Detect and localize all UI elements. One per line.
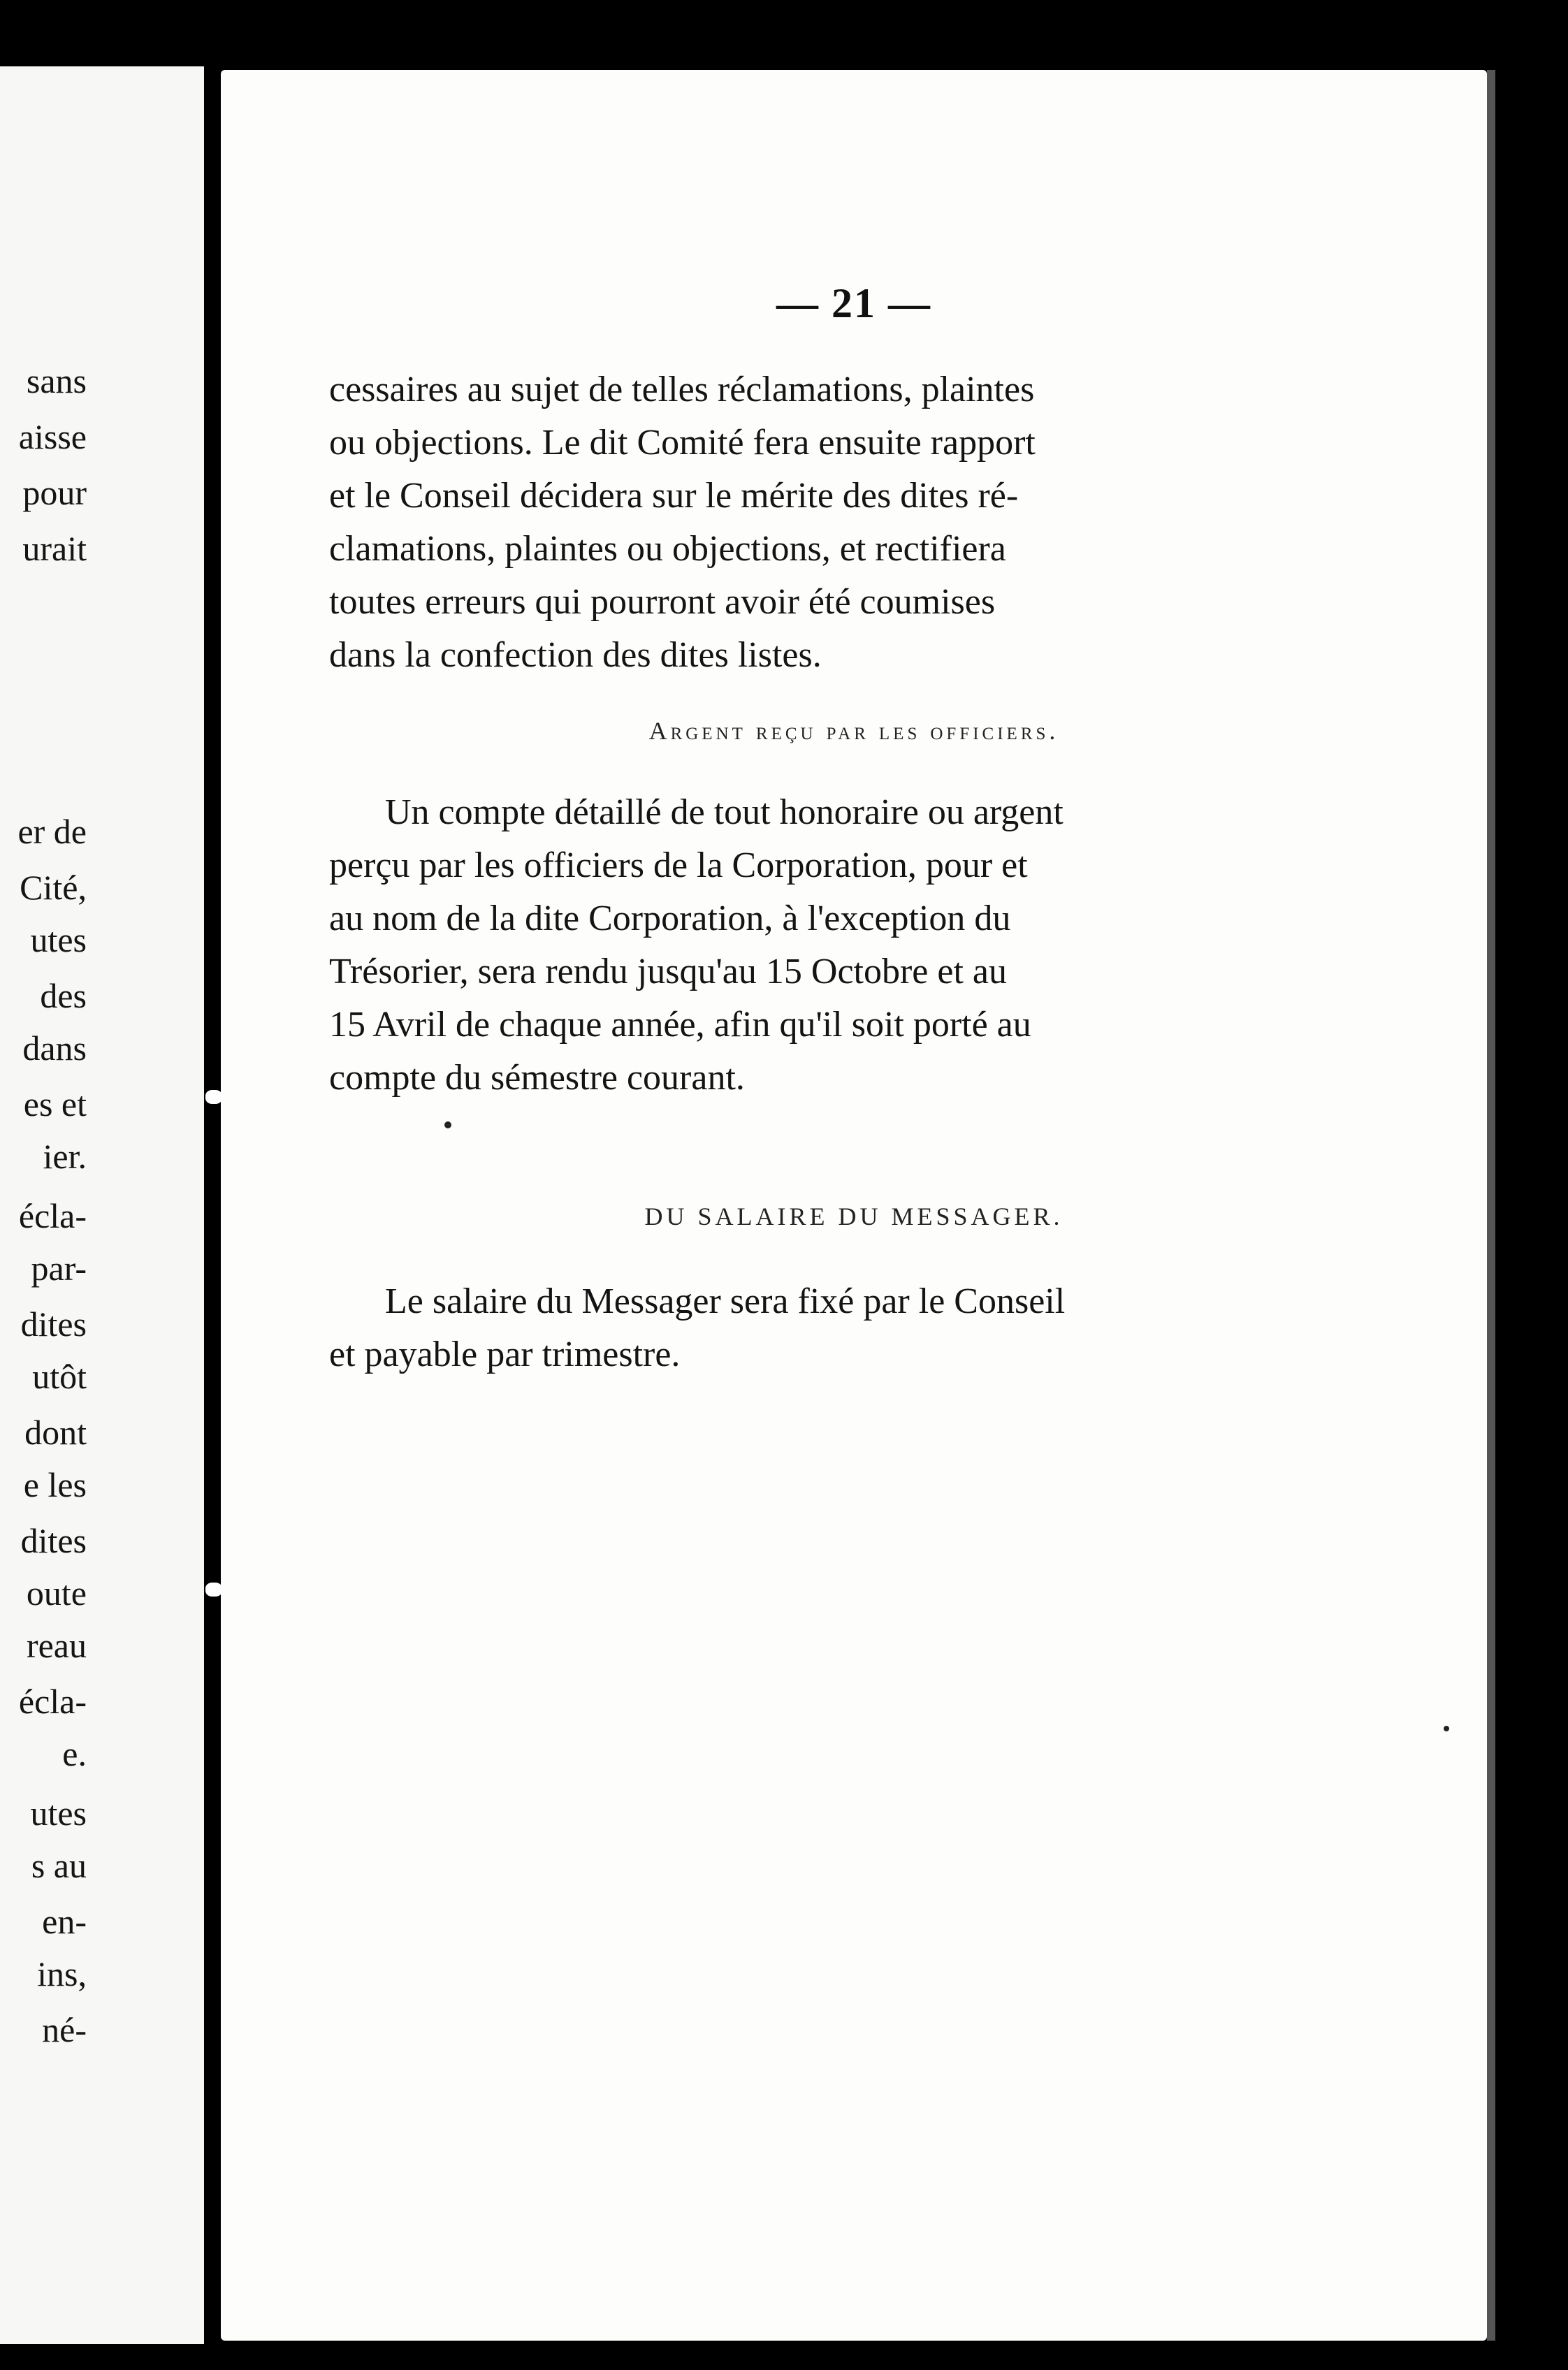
- left-page-line: dans: [22, 1028, 87, 1068]
- text-line: Trésorier, sera rendu jusqu'au 15 Octobre et au: [329, 952, 1007, 991]
- left-page-line: es et: [23, 1084, 87, 1124]
- text-line: clamations, plaintes ou objections, et rectifiera: [329, 529, 1006, 569]
- text-line: compte du sémestre courant.: [329, 1058, 745, 1098]
- left-page-line: er de: [17, 812, 87, 851]
- left-page-line: par-: [31, 1249, 87, 1288]
- left-page-line: oute: [26, 1573, 87, 1613]
- section-heading: Argent reçu par les officiers.: [648, 717, 1059, 745]
- left-page-line: dont: [24, 1413, 87, 1452]
- left-page-line: utôt: [32, 1357, 87, 1396]
- page-number: — 21 —: [776, 280, 931, 326]
- paragraph-3: [329, 1275, 1414, 1381]
- text-line: Le salaire du Messager sera fixé par le Conseil: [385, 1281, 1066, 1321]
- paragraph-1: [329, 363, 1414, 682]
- section-heading: DU SALAIRE DU MESSAGER.: [644, 1202, 1064, 1230]
- text-line: cessaires au sujet de telles réclamations, plaintes: [329, 370, 1035, 409]
- ink-speck: [1444, 1726, 1449, 1731]
- main-page: [221, 70, 1487, 2341]
- text-line: 15 Avril de chaque année, afin qu'il soit porté au: [329, 1005, 1031, 1045]
- text-line: au nom de la dite Corporation, à l'exception du: [329, 899, 1011, 938]
- binding-mark: [205, 1090, 222, 1104]
- left-page-line: e.: [62, 1734, 87, 1773]
- left-page-line: né-: [42, 2010, 87, 2049]
- text-line: et le Conseil décidera sur le mérite des dites ré-: [329, 476, 1019, 516]
- left-page-line: aisse: [18, 417, 87, 456]
- text-line: et payable par trimestre.: [329, 1335, 681, 1374]
- left-page-line: pour: [22, 473, 87, 512]
- left-page-line: écla-: [18, 1196, 87, 1235]
- left-page-line: reau: [26, 1626, 87, 1665]
- text-line: perçu par les officiers de la Corporation, pour et: [329, 845, 1028, 885]
- left-page-line: dites: [20, 1521, 87, 1560]
- binding-mark: [205, 1583, 222, 1597]
- left-page-line: ins,: [37, 1954, 87, 1993]
- left-page-line: dites: [20, 1304, 87, 1344]
- left-page-line: des: [40, 976, 87, 1015]
- ink-speck: [444, 1121, 451, 1128]
- left-page-line: e les: [23, 1465, 87, 1504]
- left-page-line: urait: [22, 529, 87, 568]
- left-page-line: Cité,: [20, 868, 87, 907]
- text-line: toutes erreurs qui pourront avoir été coumises: [329, 582, 996, 622]
- text-line: dans la confection des dites listes.: [329, 635, 822, 675]
- text-line: Un compte détaillé de tout honoraire ou argent: [385, 792, 1064, 832]
- left-page-line: sans: [26, 361, 87, 400]
- left-page-line: utes: [30, 1794, 87, 1833]
- page-edge: [1487, 70, 1495, 2341]
- left-page-line: s au: [31, 1846, 87, 1885]
- left-page-line: utes: [30, 920, 87, 959]
- left-page-line: écla-: [18, 1682, 87, 1721]
- left-page-line: ier.: [43, 1137, 87, 1176]
- left-page-fragment: [0, 66, 204, 2344]
- left-page-line: en-: [42, 1902, 87, 1941]
- paragraph-2: [329, 786, 1414, 1105]
- text-line: ou objections. Le dit Comité fera ensuite rapport: [329, 423, 1036, 463]
